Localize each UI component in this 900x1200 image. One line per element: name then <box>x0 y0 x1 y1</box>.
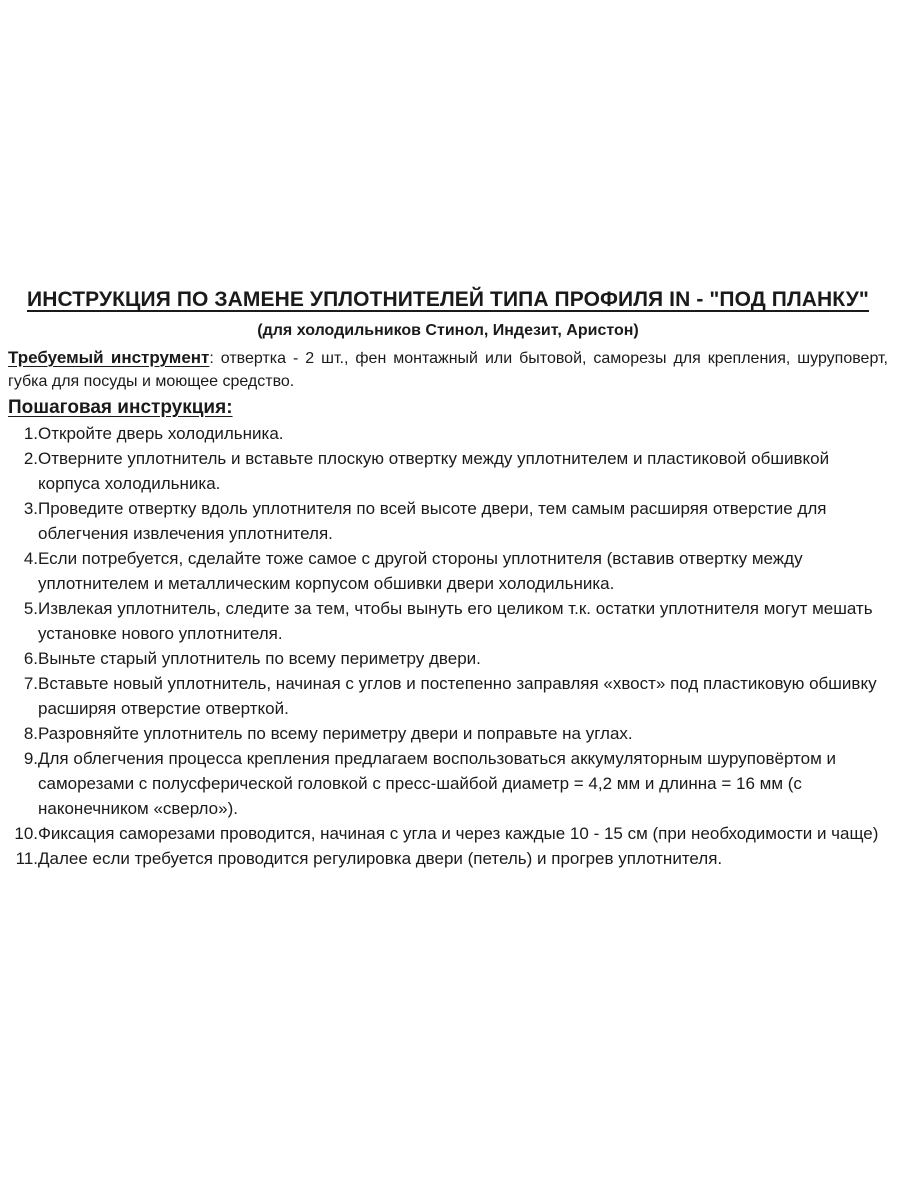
step-number: 1. <box>23 424 38 443</box>
step-text: Проведите отвертку вдоль уплотнителя по всей высоте двери, тем самым расширяя отверстие для облегчения извлечения уплотнителя. <box>38 499 827 543</box>
steps-list <box>8 421 888 871</box>
step-item <box>8 821 888 846</box>
step-number: 7. <box>23 674 38 693</box>
step-text: Вставьте новый уплотнитель, начиная с углов и постепенно заправляя «хвост» под пластиковую обшивку расширяя отверстие отверткой. <box>38 674 877 718</box>
step-text: Отверните уплотнитель и вставьте плоскую отвертку между уплотнителем и пластиковой обшивкой корпуса холодильника. <box>38 449 830 493</box>
step-number: 2. <box>23 449 38 468</box>
step-item <box>8 746 888 821</box>
step-text: Фиксация саморезами проводится, начиная с угла и через каждые 10 - 15 см (при необходимости и чаще) <box>38 824 879 843</box>
step-item <box>8 596 888 646</box>
step-item <box>8 421 888 446</box>
step-item <box>8 671 888 721</box>
step-number: 9. <box>23 749 38 768</box>
required-tools-paragraph <box>8 346 888 393</box>
step-item <box>8 721 888 746</box>
step-text: Далее если требуется проводится регулировка двери (петель) и прогрев уплотнителя. <box>38 849 723 868</box>
step-text: Откройте дверь холодильника. <box>38 424 284 443</box>
step-number: 8. <box>23 724 38 743</box>
step-item <box>8 446 888 496</box>
document-title: ИНСТРУКЦИЯ ПО ЗАМЕНЕ УПЛОТНИТЕЛЕЙ ТИПА ПРОФИЛЯ IN - "ПОД ПЛАНКУ" <box>27 288 869 311</box>
required-tools-text: : отвертка - 2 шт., фен монтажный или бытовой, саморезы для крепления, шуруповерт, губка для посуды и моющее средство. <box>8 350 888 390</box>
step-item <box>8 646 888 671</box>
step-item <box>8 546 888 596</box>
step-text: Выньте старый уплотнитель по всему периметру двери. <box>38 649 481 668</box>
step-text: Разровняйте уплотнитель по всему периметру двери и поправьте на углах. <box>38 724 633 743</box>
step-number: 11. <box>15 849 38 868</box>
document-subtitle: (для холодильников Стинол, Индезит, Аристон) <box>257 322 639 339</box>
step-text: Для облегчения процесса крепления предлагаем воспользоваться аккумуляторным шуруповёртом и саморезами с полусферической головкой с пресс-шайбой диаметр = 4,2 мм и длинна = 16 мм (с наконечником «сверло»). <box>38 749 836 818</box>
step-number: 4. <box>23 549 38 568</box>
step-item <box>8 846 888 871</box>
steps-heading: Пошаговая инструкция: <box>8 397 233 418</box>
instruction-document <box>8 286 888 871</box>
step-text: Если потребуется, сделайте тоже самое с другой стороны уплотнителя (вставив отвертку между уплотнителем и металлическим корпусом обшивки двери холодильника. <box>38 549 803 593</box>
step-number: 6. <box>23 649 38 668</box>
step-number: 3. <box>23 499 38 518</box>
step-text: Извлекая уплотнитель, следите за тем, чтобы вынуть его целиком т.к. остатки уплотнителя могут мешать установке нового уплотнителя. <box>38 599 873 643</box>
required-tools-label: Требуемый инструмент <box>8 348 210 367</box>
step-number: 10. <box>14 824 38 843</box>
step-number: 5. <box>23 599 38 618</box>
step-item <box>8 496 888 546</box>
